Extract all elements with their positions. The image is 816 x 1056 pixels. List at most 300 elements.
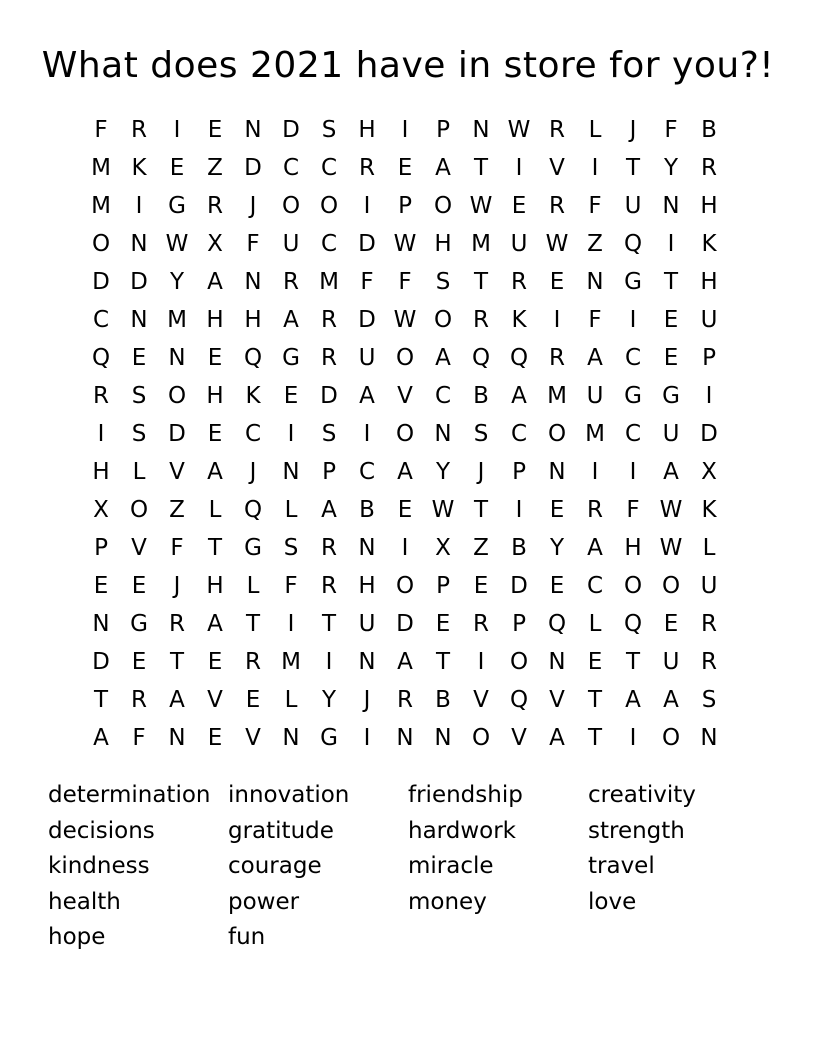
grid-letter[interactable]: G xyxy=(662,383,680,409)
grid-letter[interactable]: N xyxy=(358,535,376,561)
grid-letter[interactable]: M xyxy=(547,383,567,409)
grid-letter[interactable]: I xyxy=(705,383,713,409)
grid-letter[interactable]: I xyxy=(97,421,105,447)
grid-letter[interactable]: T xyxy=(625,649,641,675)
grid-letter[interactable]: S xyxy=(473,421,489,447)
grid-letter[interactable]: I xyxy=(667,231,675,257)
grid-letter[interactable]: F xyxy=(588,307,602,333)
grid-letter[interactable]: E xyxy=(131,573,147,599)
grid-letter[interactable]: E xyxy=(207,649,223,675)
grid-letter[interactable]: S xyxy=(131,421,147,447)
grid-letter[interactable]: E xyxy=(207,345,223,371)
grid-letter[interactable]: T xyxy=(169,649,185,675)
grid-letter[interactable]: N xyxy=(92,611,110,637)
grid-letter[interactable]: T xyxy=(587,687,603,713)
grid-letter[interactable]: V xyxy=(511,725,527,751)
grid-letter[interactable]: J xyxy=(477,459,485,485)
grid-row xyxy=(82,491,728,529)
grid-letter[interactable]: U xyxy=(662,421,680,447)
grid-row xyxy=(82,643,728,681)
grid-letter[interactable]: R xyxy=(321,573,337,599)
grid-letter[interactable]: E xyxy=(397,497,413,523)
grid-letter[interactable]: A xyxy=(359,383,375,409)
grid-letter[interactable]: D xyxy=(396,611,414,637)
grid-letter[interactable]: K xyxy=(131,155,147,181)
grid-letter[interactable]: F xyxy=(588,193,602,219)
grid-letter[interactable]: L xyxy=(246,573,260,599)
grid-letter[interactable]: T xyxy=(625,155,641,181)
grid-letter[interactable]: J xyxy=(173,573,181,599)
grid-row xyxy=(82,681,728,719)
grid-letter[interactable]: I xyxy=(591,155,599,181)
grid-letter[interactable]: I xyxy=(629,725,637,751)
grid-letter[interactable]: X xyxy=(701,459,717,485)
grid-letter[interactable]: C xyxy=(510,421,528,447)
grid-letter[interactable]: M xyxy=(281,649,301,675)
grid-letter[interactable]: N xyxy=(168,725,186,751)
grid-letter[interactable]: O xyxy=(281,193,301,219)
grid-letter[interactable]: O xyxy=(471,725,491,751)
grid-letter[interactable]: U xyxy=(700,573,718,599)
grid-letter[interactable]: U xyxy=(624,193,642,219)
grid-letter[interactable]: Y xyxy=(549,535,565,561)
grid-letter[interactable]: A xyxy=(587,535,603,561)
grid-letter[interactable]: S xyxy=(131,383,147,409)
grid-letter[interactable]: T xyxy=(587,725,603,751)
grid-letter[interactable]: V xyxy=(207,687,223,713)
grid-letter[interactable]: R xyxy=(511,269,527,295)
grid-letter[interactable]: H xyxy=(244,307,262,333)
grid-letter[interactable]: R xyxy=(359,155,375,181)
grid-letter[interactable]: J xyxy=(363,687,371,713)
grid-letter[interactable]: C xyxy=(244,421,262,447)
grid-letter[interactable]: Y xyxy=(435,459,451,485)
grid-letter[interactable]: E xyxy=(587,649,603,675)
grid-letter[interactable]: N xyxy=(244,269,262,295)
grid-letter[interactable]: B xyxy=(435,687,451,713)
grid-letter[interactable]: D xyxy=(130,269,148,295)
grid-letter[interactable]: P xyxy=(322,459,336,485)
grid-letter[interactable]: I xyxy=(363,725,371,751)
grid-letter[interactable]: R xyxy=(169,611,185,637)
grid-letter[interactable]: R xyxy=(701,611,717,637)
grid-letter[interactable]: R xyxy=(93,383,109,409)
grid-letter[interactable]: A xyxy=(207,269,223,295)
grid-letter[interactable]: Q xyxy=(471,345,491,371)
grid-letter[interactable]: O xyxy=(91,231,111,257)
grid-letter[interactable]: S xyxy=(321,117,337,143)
grid-letter[interactable]: H xyxy=(358,117,376,143)
grid-letter[interactable]: J xyxy=(629,117,637,143)
grid-letter[interactable]: U xyxy=(510,231,528,257)
grid-letter[interactable]: I xyxy=(363,421,371,447)
grid-letter[interactable]: L xyxy=(588,611,602,637)
grid-letter[interactable]: I xyxy=(553,307,561,333)
grid-letter[interactable]: N xyxy=(548,459,566,485)
grid-letter[interactable]: V xyxy=(549,687,565,713)
grid-letter[interactable]: E xyxy=(663,307,679,333)
grid-letter[interactable]: I xyxy=(629,459,637,485)
grid-letter[interactable]: U xyxy=(700,307,718,333)
grid-row xyxy=(82,529,728,567)
grid-letter[interactable]: U xyxy=(358,345,376,371)
grid-letter[interactable]: Y xyxy=(663,155,679,181)
grid-letter[interactable]: P xyxy=(398,193,412,219)
grid-letter[interactable]: Q xyxy=(623,611,643,637)
grid-letter[interactable]: H xyxy=(434,231,452,257)
grid-letter[interactable]: R xyxy=(701,649,717,675)
grid-letter[interactable]: O xyxy=(433,307,453,333)
grid-letter[interactable]: A xyxy=(207,459,223,485)
grid-letter[interactable]: B xyxy=(359,497,375,523)
grid-row xyxy=(82,263,728,301)
grid-letter[interactable]: X xyxy=(435,535,451,561)
grid-letter[interactable]: N xyxy=(130,307,148,333)
grid-letter[interactable]: C xyxy=(434,383,452,409)
grid-letter[interactable]: M xyxy=(167,307,187,333)
grid-letter[interactable]: C xyxy=(92,307,110,333)
grid-letter[interactable]: F xyxy=(246,231,260,257)
grid-letter[interactable]: A xyxy=(511,383,527,409)
grid-letter[interactable]: H xyxy=(92,459,110,485)
grid-letter[interactable]: G xyxy=(624,269,642,295)
grid-letter[interactable]: O xyxy=(319,193,339,219)
grid-letter[interactable]: R xyxy=(245,649,261,675)
grid-letter[interactable]: W xyxy=(165,231,189,257)
grid-letter[interactable]: R xyxy=(131,687,147,713)
grid-letter[interactable]: T xyxy=(245,611,261,637)
grid-letter[interactable]: N xyxy=(434,421,452,447)
grid-letter[interactable]: N xyxy=(434,725,452,751)
grid-letter[interactable]: R xyxy=(207,193,223,219)
grid-letter[interactable]: L xyxy=(702,535,716,561)
grid-letter[interactable]: K xyxy=(245,383,261,409)
grid-letter[interactable]: N xyxy=(586,269,604,295)
word-item: kindness xyxy=(48,853,150,879)
grid-letter[interactable]: S xyxy=(701,687,717,713)
grid-letter[interactable]: U xyxy=(282,231,300,257)
grid-letter[interactable]: W xyxy=(545,231,569,257)
grid-row xyxy=(82,111,728,149)
grid-letter[interactable]: Q xyxy=(509,687,529,713)
grid-letter[interactable]: D xyxy=(168,421,186,447)
grid-letter[interactable]: H xyxy=(700,269,718,295)
grid-letter[interactable]: C xyxy=(358,459,376,485)
grid-letter[interactable]: G xyxy=(320,725,338,751)
grid-letter[interactable]: E xyxy=(207,725,223,751)
grid-letter[interactable]: Z xyxy=(587,231,603,257)
grid-letter[interactable]: I xyxy=(173,117,181,143)
grid-letter[interactable]: H xyxy=(700,193,718,219)
word-item: power xyxy=(228,888,300,915)
grid-letter[interactable]: A xyxy=(549,725,565,751)
grid-letter[interactable]: C xyxy=(282,155,300,181)
grid-letter[interactable]: I xyxy=(515,155,523,181)
grid-letter[interactable]: D xyxy=(92,269,110,295)
grid-letter[interactable]: Q xyxy=(243,497,263,523)
grid-letter[interactable]: I xyxy=(325,649,333,675)
grid-letter[interactable]: A xyxy=(625,687,641,713)
grid-letter[interactable]: A xyxy=(587,345,603,371)
grid-letter[interactable]: P xyxy=(436,573,450,599)
grid-letter[interactable]: E xyxy=(207,117,223,143)
grid-letter[interactable]: H xyxy=(206,307,224,333)
grid-letter[interactable]: C xyxy=(624,421,642,447)
grid-letter[interactable]: N xyxy=(282,725,300,751)
grid-letter[interactable]: O xyxy=(395,573,415,599)
grid-letter[interactable]: R xyxy=(587,497,603,523)
grid-letter[interactable]: F xyxy=(94,117,108,143)
grid-letter[interactable]: A xyxy=(663,687,679,713)
grid-letter[interactable]: E xyxy=(131,345,147,371)
grid-letter[interactable]: V xyxy=(131,535,147,561)
grid-letter[interactable]: R xyxy=(321,345,337,371)
grid-letter[interactable]: G xyxy=(168,193,186,219)
grid-letter[interactable]: B xyxy=(511,535,527,561)
grid-letter[interactable]: I xyxy=(401,535,409,561)
grid-letter[interactable]: I xyxy=(287,421,295,447)
grid-letter[interactable]: O xyxy=(509,649,529,675)
grid-letter[interactable]: K xyxy=(701,497,717,523)
grid-letter[interactable]: F xyxy=(360,269,374,295)
grid-letter[interactable]: O xyxy=(623,573,643,599)
grid-letter[interactable]: R xyxy=(549,345,565,371)
grid-letter[interactable]: G xyxy=(282,345,300,371)
grid-letter[interactable]: O xyxy=(129,497,149,523)
grid-letter[interactable]: N xyxy=(700,725,718,751)
grid-letter[interactable]: N xyxy=(472,117,490,143)
grid-letter[interactable]: N xyxy=(548,649,566,675)
grid-letter[interactable]: D xyxy=(92,649,110,675)
grid-letter[interactable]: G xyxy=(624,383,642,409)
grid-letter[interactable]: I xyxy=(401,117,409,143)
grid-letter[interactable]: I xyxy=(287,611,295,637)
grid-letter[interactable]: Q xyxy=(547,611,567,637)
grid-letter[interactable]: Z xyxy=(207,155,223,181)
grid-letter[interactable]: D xyxy=(358,231,376,257)
grid-letter[interactable]: X xyxy=(93,497,109,523)
grid-letter[interactable]: E xyxy=(397,155,413,181)
grid-letter[interactable]: D xyxy=(320,383,338,409)
grid-letter[interactable]: U xyxy=(662,649,680,675)
grid-letter[interactable]: V xyxy=(397,383,413,409)
grid-letter[interactable]: E xyxy=(245,687,261,713)
grid-letter[interactable]: R xyxy=(549,193,565,219)
grid-letter[interactable]: S xyxy=(321,421,337,447)
grid-letter[interactable]: V xyxy=(245,725,261,751)
grid-letter[interactable]: W xyxy=(393,307,417,333)
grid-letter[interactable]: T xyxy=(435,649,451,675)
grid-letter[interactable]: M xyxy=(91,193,111,219)
grid-letter[interactable]: W xyxy=(431,497,455,523)
grid-letter[interactable]: T xyxy=(473,269,489,295)
grid-letter[interactable]: E xyxy=(549,573,565,599)
word-item: health xyxy=(48,888,121,915)
grid-letter[interactable]: Q xyxy=(623,231,643,257)
grid-letter[interactable]: U xyxy=(586,383,604,409)
grid-letter[interactable]: Z xyxy=(169,497,185,523)
grid-letter[interactable]: N xyxy=(396,725,414,751)
grid-letter[interactable]: E xyxy=(511,193,527,219)
grid-letter[interactable]: A xyxy=(435,155,451,181)
grid-letter[interactable]: W xyxy=(659,497,683,523)
grid-letter[interactable]: E xyxy=(549,269,565,295)
grid-letter[interactable]: N xyxy=(358,649,376,675)
grid-letter[interactable]: D xyxy=(510,573,528,599)
grid-letter[interactable]: K xyxy=(511,307,527,333)
grid-letter[interactable]: T xyxy=(473,497,489,523)
grid-letter[interactable]: L xyxy=(284,497,298,523)
grid-letter[interactable]: Q xyxy=(243,345,263,371)
grid-letter[interactable]: D xyxy=(282,117,300,143)
grid-letter[interactable]: W xyxy=(393,231,417,257)
grid-letter[interactable]: E xyxy=(169,155,185,181)
grid-letter[interactable]: Y xyxy=(169,269,185,295)
grid-letter[interactable]: B xyxy=(701,117,717,143)
grid-letter[interactable]: G xyxy=(244,535,262,561)
grid-letter[interactable]: M xyxy=(319,269,339,295)
grid-letter[interactable]: N xyxy=(662,193,680,219)
grid-letter[interactable]: R xyxy=(397,687,413,713)
grid-letter[interactable]: V xyxy=(549,155,565,181)
grid-letter[interactable]: U xyxy=(358,611,376,637)
grid-letter[interactable]: A xyxy=(663,459,679,485)
grid-letter[interactable]: E xyxy=(131,649,147,675)
grid-letter[interactable]: V xyxy=(169,459,185,485)
grid-letter[interactable]: E xyxy=(283,383,299,409)
grid-letter[interactable]: N xyxy=(130,231,148,257)
grid-letter[interactable]: T xyxy=(663,269,679,295)
grid-letter[interactable]: L xyxy=(132,459,146,485)
grid-letter[interactable]: A xyxy=(435,345,451,371)
grid-letter[interactable]: O xyxy=(661,725,681,751)
grid-letter[interactable]: H xyxy=(358,573,376,599)
grid-letter[interactable]: T xyxy=(473,155,489,181)
grid-letter[interactable]: J xyxy=(249,193,257,219)
grid-letter[interactable]: B xyxy=(473,383,489,409)
grid-letter[interactable]: R xyxy=(321,307,337,333)
grid-letter[interactable]: F xyxy=(284,573,298,599)
grid-letter[interactable]: Z xyxy=(473,535,489,561)
grid-letter[interactable]: J xyxy=(249,459,257,485)
grid-letter[interactable]: I xyxy=(477,649,485,675)
grid-letter[interactable]: R xyxy=(473,611,489,637)
grid-letter[interactable]: T xyxy=(93,687,109,713)
word-item: miracle xyxy=(408,853,494,879)
grid-letter[interactable]: P xyxy=(512,611,526,637)
grid-letter[interactable]: T xyxy=(321,611,337,637)
grid-letter[interactable]: A xyxy=(321,497,337,523)
grid-letter[interactable]: R xyxy=(549,117,565,143)
grid-letter[interactable]: N xyxy=(168,345,186,371)
grid-letter[interactable]: W xyxy=(659,535,683,561)
grid-letter[interactable]: G xyxy=(130,611,148,637)
grid-letter[interactable]: C xyxy=(320,231,338,257)
grid-letter[interactable]: O xyxy=(167,383,187,409)
grid-letter[interactable]: I xyxy=(629,307,637,333)
grid-letter[interactable]: C xyxy=(586,573,604,599)
grid-letter[interactable]: P xyxy=(436,117,450,143)
grid-letter[interactable]: I xyxy=(363,193,371,219)
grid-letter[interactable]: R xyxy=(701,155,717,181)
grid-letter[interactable]: H xyxy=(624,535,642,561)
grid-letter[interactable]: Q xyxy=(509,345,529,371)
grid-letter[interactable]: O xyxy=(395,345,415,371)
grid-letter[interactable]: P xyxy=(94,535,108,561)
grid-letter[interactable]: T xyxy=(207,535,223,561)
grid-letter[interactable]: A xyxy=(397,649,413,675)
grid-letter[interactable]: R xyxy=(321,535,337,561)
grid-letter[interactable]: R xyxy=(283,269,299,295)
grid-letter[interactable]: I xyxy=(515,497,523,523)
grid-letter[interactable]: H xyxy=(206,573,224,599)
grid-letter[interactable]: I xyxy=(135,193,143,219)
grid-letter[interactable]: E xyxy=(207,421,223,447)
grid-letter[interactable]: F xyxy=(132,725,146,751)
grid-letter[interactable]: O xyxy=(395,421,415,447)
grid-letter[interactable]: R xyxy=(131,117,147,143)
grid-letter[interactable]: L xyxy=(284,687,298,713)
grid-letter[interactable]: E xyxy=(663,345,679,371)
grid-letter[interactable]: R xyxy=(473,307,489,333)
grid-letter[interactable]: F xyxy=(398,269,412,295)
grid-letter[interactable]: L xyxy=(208,497,222,523)
grid-letter[interactable]: M xyxy=(585,421,605,447)
grid-letter[interactable]: O xyxy=(661,573,681,599)
grid-letter[interactable]: K xyxy=(701,231,717,257)
grid-letter[interactable]: D xyxy=(700,421,718,447)
grid-letter[interactable]: W xyxy=(507,117,531,143)
grid-letter[interactable]: E xyxy=(93,573,109,599)
grid-letter[interactable]: F xyxy=(664,117,678,143)
grid-letter[interactable]: L xyxy=(588,117,602,143)
grid-letter[interactable]: Y xyxy=(321,687,337,713)
grid-letter[interactable]: D xyxy=(358,307,376,333)
grid-letter[interactable]: W xyxy=(469,193,493,219)
grid-letter[interactable]: H xyxy=(206,383,224,409)
grid-letter[interactable]: A xyxy=(169,687,185,713)
grid-letter[interactable]: C xyxy=(320,155,338,181)
grid-letter[interactable]: S xyxy=(283,535,299,561)
grid-letter[interactable]: E xyxy=(663,611,679,637)
grid-letter[interactable]: E xyxy=(473,573,489,599)
grid-letter[interactable]: M xyxy=(471,231,491,257)
grid-letter[interactable]: E xyxy=(435,611,451,637)
grid-letter[interactable]: E xyxy=(549,497,565,523)
word-item: creativity xyxy=(588,782,696,808)
grid-letter[interactable]: Q xyxy=(91,345,111,371)
grid-letter[interactable]: P xyxy=(702,345,716,371)
grid-letter[interactable]: X xyxy=(207,231,223,257)
grid-letter[interactable]: A xyxy=(207,611,223,637)
grid-letter[interactable]: M xyxy=(91,155,111,181)
grid-letter[interactable]: S xyxy=(435,269,451,295)
grid-letter[interactable]: A xyxy=(397,459,413,485)
grid-letter[interactable]: N xyxy=(244,117,262,143)
grid-letter[interactable]: A xyxy=(283,307,299,333)
grid-letter[interactable]: N xyxy=(282,459,300,485)
grid-letter[interactable]: F xyxy=(170,535,184,561)
grid-letter[interactable]: V xyxy=(473,687,489,713)
grid-letter[interactable]: I xyxy=(591,459,599,485)
grid-letter[interactable]: F xyxy=(626,497,640,523)
grid-letter[interactable]: P xyxy=(512,459,526,485)
grid-letter[interactable]: D xyxy=(244,155,262,181)
grid-letter[interactable]: O xyxy=(433,193,453,219)
grid-letter[interactable]: A xyxy=(93,725,109,751)
grid-letter[interactable]: C xyxy=(624,345,642,371)
grid-letter[interactable]: O xyxy=(547,421,567,447)
